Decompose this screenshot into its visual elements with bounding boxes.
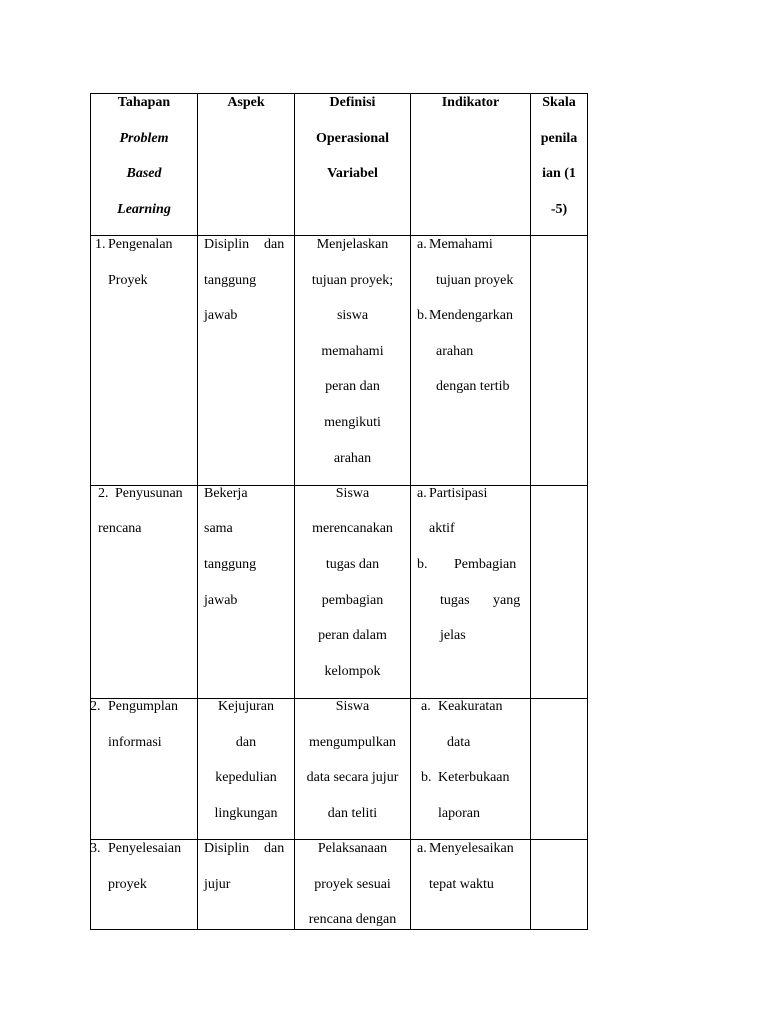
cell-text: Pembagian (454, 557, 517, 572)
cell-text: Proyek (108, 273, 148, 288)
cell-text: 1. (95, 237, 106, 252)
cell-text: Memahami (429, 237, 493, 252)
cell-text: tanggung (204, 273, 257, 288)
cell-text: b. (417, 557, 428, 572)
cell-text: tujuan proyek (436, 273, 514, 288)
cell-text: Menjelaskan (316, 237, 389, 252)
cell-text: tugas (440, 593, 470, 608)
cell-text: arahan (436, 344, 474, 359)
row-4-cell-skala (530, 839, 588, 930)
row-1-cell-skala (530, 235, 588, 486)
cell-text: tujuan proyek; (311, 273, 394, 288)
cell-text: tanggung (204, 557, 257, 572)
header-text: ian (1 (542, 166, 576, 181)
header-text: Operasional (315, 131, 390, 146)
cell-text: tepat waktu (429, 877, 494, 892)
cell-text: proyek (108, 877, 147, 892)
header-text: Aspek (227, 95, 265, 110)
cell-text: sama (204, 521, 233, 536)
cell-text: b. (417, 308, 428, 323)
header-text: Tahapan (117, 95, 171, 110)
header-text: -5) (550, 202, 568, 217)
cell-text: kelompok (324, 664, 381, 679)
cell-text: rencana (98, 521, 142, 536)
cell-text: Disiplin (204, 841, 250, 856)
header-text: Definisi (329, 95, 376, 110)
cell-text: a. (417, 237, 427, 252)
header-text: Indikator (441, 95, 500, 110)
row-2-cell-tahapan (90, 485, 198, 699)
cell-text: arahan (333, 451, 372, 466)
row-2-cell-skala (530, 485, 588, 699)
cell-text: laporan (438, 806, 480, 821)
cell-text: peran dalam (318, 628, 387, 643)
cell-text: aktif (429, 521, 455, 536)
header-text: penila (540, 131, 578, 146)
cell-text: 2. (90, 699, 101, 714)
cell-text: peran dan (325, 379, 380, 394)
cell-text: kepedulian (215, 770, 277, 785)
cell-text: Partisipasi (429, 486, 488, 501)
cell-text: Pengumplan (108, 699, 178, 714)
cell-text: mengikuti (324, 415, 381, 430)
cell-text: Siswa (335, 486, 370, 501)
cell-text: merencanakan (312, 521, 393, 536)
cell-text: 3. (90, 841, 101, 856)
header-text: Problem (119, 131, 169, 146)
cell-text: dan (264, 237, 285, 252)
cell-text: memahami (321, 344, 384, 359)
cell-text: dan (235, 735, 257, 750)
cell-text: pembagian (321, 593, 384, 608)
cell-text: Disiplin (204, 237, 250, 252)
header-text: Based (126, 166, 162, 181)
header-cell-indikator (410, 93, 531, 236)
header-text: Learning (117, 202, 171, 217)
cell-text: dan (264, 841, 285, 856)
cell-text: Penyusunan (115, 486, 183, 501)
cell-text: jawab (204, 308, 238, 323)
cell-text: Keakuratan (438, 699, 503, 714)
cell-text: lingkungan (214, 806, 278, 821)
cell-text: proyek sesuai (314, 877, 391, 892)
cell-text: siswa (336, 308, 369, 323)
cell-text: Pelaksanaan (317, 841, 388, 856)
cell-text: data secara jujur (306, 770, 399, 785)
cell-text: a. (417, 486, 427, 501)
cell-text: jujur (204, 877, 231, 892)
cell-text: Menyelesaikan (429, 841, 514, 856)
cell-text: Bekerja (204, 486, 248, 501)
cell-text: Keterbukaan (438, 770, 510, 785)
cell-text: informasi (108, 735, 162, 750)
cell-text: Penyelesaian (108, 841, 182, 856)
header-text: Skala (542, 95, 576, 110)
cell-text: jawab (204, 593, 238, 608)
cell-text: Kejujuran (218, 699, 274, 714)
cell-text: a. (417, 841, 427, 856)
cell-text: rencana dengan (308, 912, 397, 927)
cell-text: a. (421, 699, 431, 714)
cell-text: tugas dan (325, 557, 380, 572)
row-3-cell-tahapan (90, 698, 198, 840)
cell-text: jelas (440, 628, 466, 643)
cell-text: Pengenalan (108, 237, 173, 252)
cell-text: mengumpulkan (308, 735, 397, 750)
cell-text: dengan tertib (436, 379, 510, 394)
cell-text: dan teliti (327, 806, 378, 821)
row-3-cell-skala (530, 698, 588, 840)
cell-text: data (447, 735, 471, 750)
cell-text: Siswa (335, 699, 370, 714)
header-text: Variabel (327, 166, 378, 181)
cell-text: 2. (98, 486, 109, 501)
cell-text: b. (421, 770, 432, 785)
cell-text: yang (493, 593, 521, 608)
header-cell-aspek (197, 93, 295, 236)
cell-text: Mendengarkan (429, 308, 513, 323)
